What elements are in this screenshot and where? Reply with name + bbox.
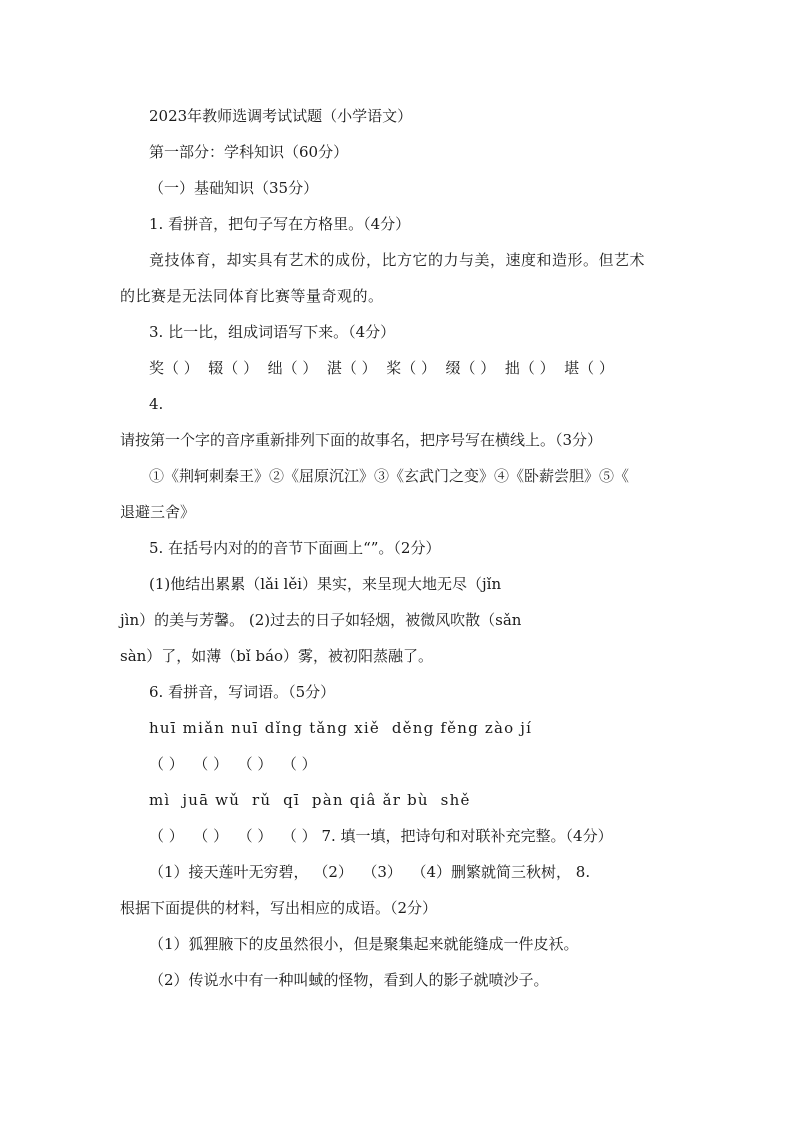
- q6-blanks-row2-q7-prompt: （ ） （ ） （ ） （ ） 7. 填一填，把诗句和对联补充完整。（4分）: [149, 827, 613, 845]
- q1-text-line1: 竟技体育，却实具有艺术的成份，比方它的力与美，速度和造形。但艺术: [149, 251, 646, 269]
- q5-line3: sàn）了，如薄（bǐ báo）雾，被初阳蒸融了。: [120, 647, 434, 665]
- q3-chars: 奖（ ） 辍（ ） 绌（ ） 湛（ ） 桨（ ） 缀（ ） 拙（ ） 堪（ ）: [149, 359, 614, 377]
- q7-items: （1）接天莲叶无穷碧， （2） （3） （4）删繁就简三秋树， 8.: [149, 863, 591, 881]
- q6-prompt: 6. 看拼音，写词语。（5分）: [149, 683, 336, 701]
- q8-prompt: 根据下面提供的材料，写出相应的成语。（2分）: [120, 899, 438, 917]
- q4-stories-line2: 退避三舍》: [120, 503, 196, 521]
- q8-item1: （1）狐狸腋下的皮虽然很小，但是聚集起来就能缝成一件皮袄。: [149, 935, 579, 953]
- q4-number: 4.: [149, 395, 164, 413]
- exam-title: 2023年教师选调考试试题（小学语文）: [149, 107, 413, 125]
- q1-text-line2: 的比赛是无法同体育比赛等量奇观的。: [120, 287, 384, 305]
- q5-line2: jìn）的美与芳馨。 (2)过去的日子如轻烟，被微风吹散（sǎn: [120, 611, 522, 629]
- q4-stories-line1: ①《荆轲刺秦王》②《屈原沉江》③《玄武门之变》④《卧薪尝胆》⑤《: [149, 467, 630, 485]
- q6-blanks-row1: （ ） （ ） （ ） （ ）: [149, 755, 317, 773]
- q8-item2: （2）传说水中有一种叫蜮的怪物，看到人的影子就喷沙子。: [149, 971, 549, 989]
- q3-prompt: 3. 比一比，组成词语写下来。（4分）: [149, 323, 396, 341]
- section-heading: （一）基础知识（35分）: [149, 179, 319, 197]
- part-heading: 第一部分：学科知识（60分）: [149, 143, 349, 161]
- q6-pinyin-row1: huī miǎn nuī dǐng tǎng xiě děng fěng zào jí: [149, 719, 533, 737]
- q5-prompt: 5. 在括号内对的的音节下面画上“”。（2分）: [149, 539, 441, 557]
- q6-pinyin-row2: mì juā wǔ rǔ qī pàn qiâ ǎr bù shě: [149, 791, 471, 809]
- q4-prompt: 请按第一个字的音序重新排列下面的故事名，把序号写在横线上。（3分）: [120, 431, 603, 449]
- q1-prompt: 1. 看拼音，把句子写在方格里。（4分）: [149, 215, 411, 233]
- q5-line1: (1)他结出累累（lǎi lěi）果实，来呈现大地无尽（jǐn: [149, 575, 502, 593]
